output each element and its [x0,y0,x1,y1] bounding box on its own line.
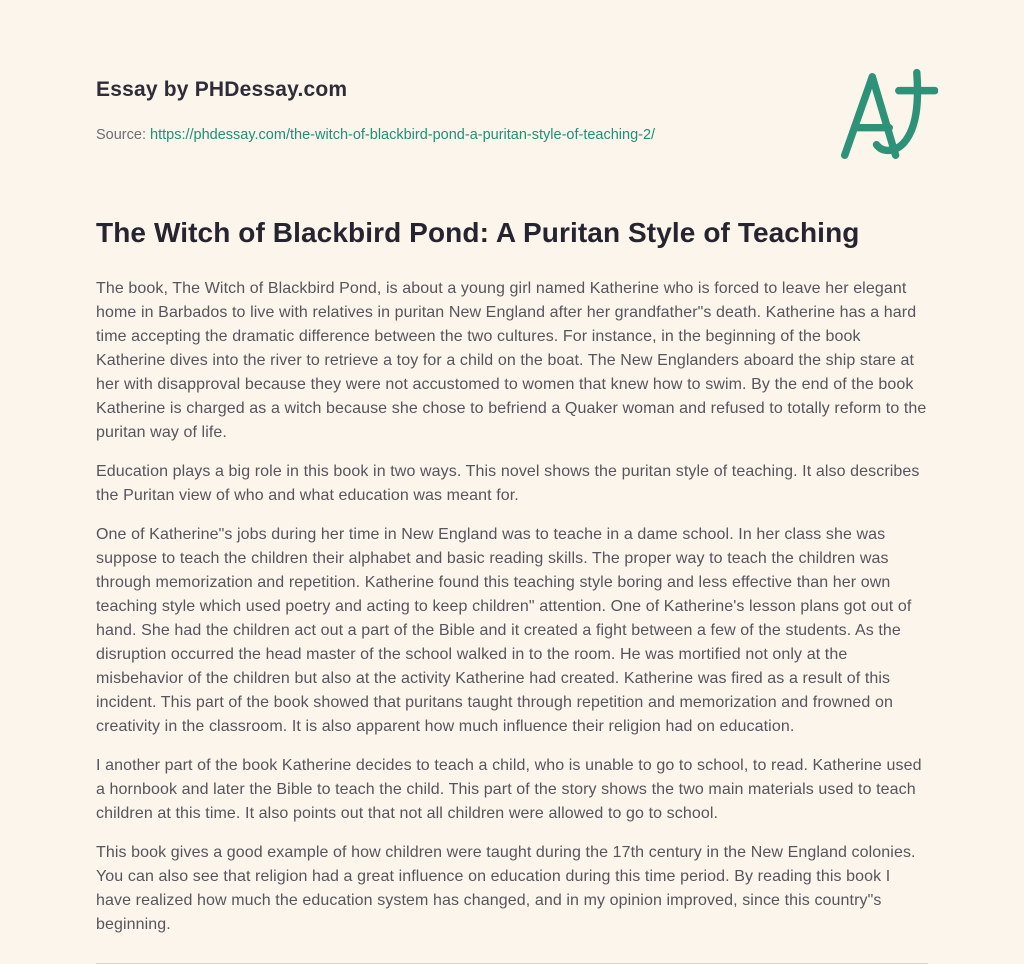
source-url-link[interactable]: https://phdessay.com/the-witch-of-blackbird-pond-a-puritan-style-of-teaching-2/ [150,127,656,143]
source-label: Source: [96,127,146,143]
essay-paragraph-1: The book, The Witch of Blackbird Pond, is about a young girl named Katherine who is forced to leave her elegant home in Barbados to live with relatives in puritan New England after her grandfather"s death. Katherine has a hard time accepting the dramatic difference between the two cultures. For instance, in the beginning of the book Katherine dives into the river to retrieve a toy for a child on the boat. The New Englanders aboard the ship stare at her with disapproval because they were not accustomed to women that knew how to swim. By the end of the book Katherine is charged as a witch because she chose to befriend a Quaker woman and refused to totally reform to the puritan way of life. [96,280,927,441]
source-line [96,127,928,143]
essay-paragraph-5: This book gives a good example of how children were taught during the 17th century in the New England colonies. You can also see that religion had a great influence on education during this time period. By reading this book I have realized how much the education system has changed, and in my opinion improved, since this country"s beginning. [96,844,916,933]
phdessay-logo [832,62,938,168]
essay-paragraph-2: Education plays a big role in this book in two ways. This novel shows the puritan style of teaching. It also describes the Puritan view of who and what education was meant for. [96,463,920,504]
essay-paragraph-3: One of Katherine"s jobs during her time in New England was to teache in a dame school. In her class she was suppose to teach the children their alphabet and basic reading skills. The proper way to teach the children was through memorization and repetition. Katherine found this teaching style boring and less effective than her own teaching style which used poetry and acting to keep children" attention. One of Katherine's lesson plans got out of hand. She had the children act out a part of the Bible and it created a fight between a few of the students. As the disruption occurred the head master of the school walked in to the room. He was mortified not only at the misbehavior of the children but also at the activity Katherine had created. Katherine was fired as a result of this incident. This part of the book showed that puritans taught through repetition and memorization and frowned on creativity in the classroom. It is also apparent how much influence their religion had on education. [96,526,912,735]
essay-paragraph-4: I another part of the book Katherine decides to teach a child, who is unable to go to school, to read. Katherine used a hornbook and later the Bible to teach the child. This part of the story shows the two main materials used to teach children at this time. It also points out that not all children were allowed to go to school. [96,757,922,822]
byline: Essay by PHDessay.com [96,78,348,101]
essay-body [96,277,928,937]
essay-title: The Witch of Blackbird Pond: A Puritan Style of Teaching [96,217,860,248]
a-plus-logo-icon [832,62,938,168]
